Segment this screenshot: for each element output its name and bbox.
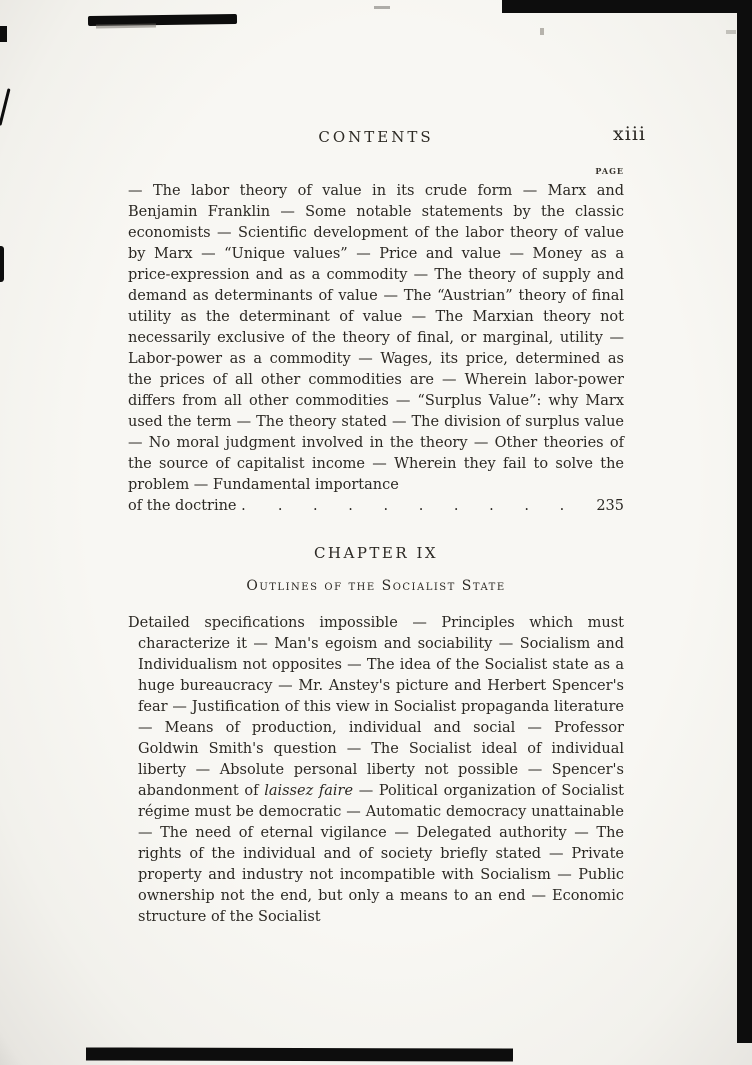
scan-artifact-left-mark-2 — [0, 88, 11, 126]
chapter-viii-page-ref: 235 — [596, 498, 624, 514]
chapter-viii-summary-tail — [128, 496, 624, 517]
chapter-ix-heading: CHAPTER IX — [313, 544, 439, 562]
scan-artifact-speck-3 — [726, 30, 736, 34]
scan-artifact-bottom-bar — [86, 1047, 513, 1061]
scan-artifact-speck-2 — [540, 28, 544, 35]
tail-text: of the doctrine . — [128, 498, 246, 514]
scan-artifact-top-right-bar — [502, 0, 752, 13]
chapter-viii-summary-continuation: — The labor theory of value in its crude form — Marx and Benjamin Franklin — Some notable statements by the classic economists — Scientific development of the labor theory of value by Marx — “Unique values” — Price and value — Money as a price-expression and as a commodity — The theory of supply and demand as determinants of value — The “Austrian” theory of final utility as the determinant of value — The Marxian theory not necessarily exclusive of the theory of final, or marginal, utility — Labor-power as a commodity — Wages, its price, determined as the prices of all other commodities are — Wherein labor-power differs from all other commodities — “Surplus Value”: why Marx used the term — The theory stated — The division of surplus value — No moral judgment involved in the theory — Other theories of the source of capitalist income — Wherein they fail to solve the problem — Fundamental importance — [128, 183, 624, 493]
contents-title: CONTENTS — [318, 128, 434, 146]
scan-artifact-left-mark-1 — [0, 26, 7, 42]
scan-artifact-speck-1 — [374, 6, 390, 9]
page-column-label: PAGE — [595, 166, 624, 176]
scan-artifact-top-left-smudge — [96, 23, 156, 28]
folio-page-number: xiii — [613, 123, 646, 145]
chapter-ix-subheading: Outlines of the Socialist State — [246, 578, 506, 594]
contents-page-body — [128, 123, 646, 928]
dot-leader: . . . . . . . . . — [277, 498, 565, 514]
scan-artifact-left-mark-3 — [0, 246, 4, 282]
scan-artifact-right-edge-bar — [737, 8, 752, 1043]
page-header — [128, 123, 646, 152]
chapter-ix-summary: Detailed specifications impossible — Principles which must characterize it — Man's egoism and sociability — Socialism and Individualism not opposites — The idea of the Socialist state as a huge bureaucracy — Mr. Anstey's picture and Herbert Spencer's fear — Justification of this view in Socialist propaganda literature — Means of production, individual and social — Professor Goldwin Smith's question — The Socialist ideal of individual liberty — Absolute personal liberty not possible — Spencer's abandonment of laissez faire — Political organization of Socialist régime must be democratic — Automatic democracy unattainable — The need of eternal vigilance — Delegated authority — The rights of the individual and of society briefly stated — Private property and industry not incompatible with Socialism — Public ownership not the end, but only a means to an end — Economic structure of the Socialist — [128, 615, 624, 925]
